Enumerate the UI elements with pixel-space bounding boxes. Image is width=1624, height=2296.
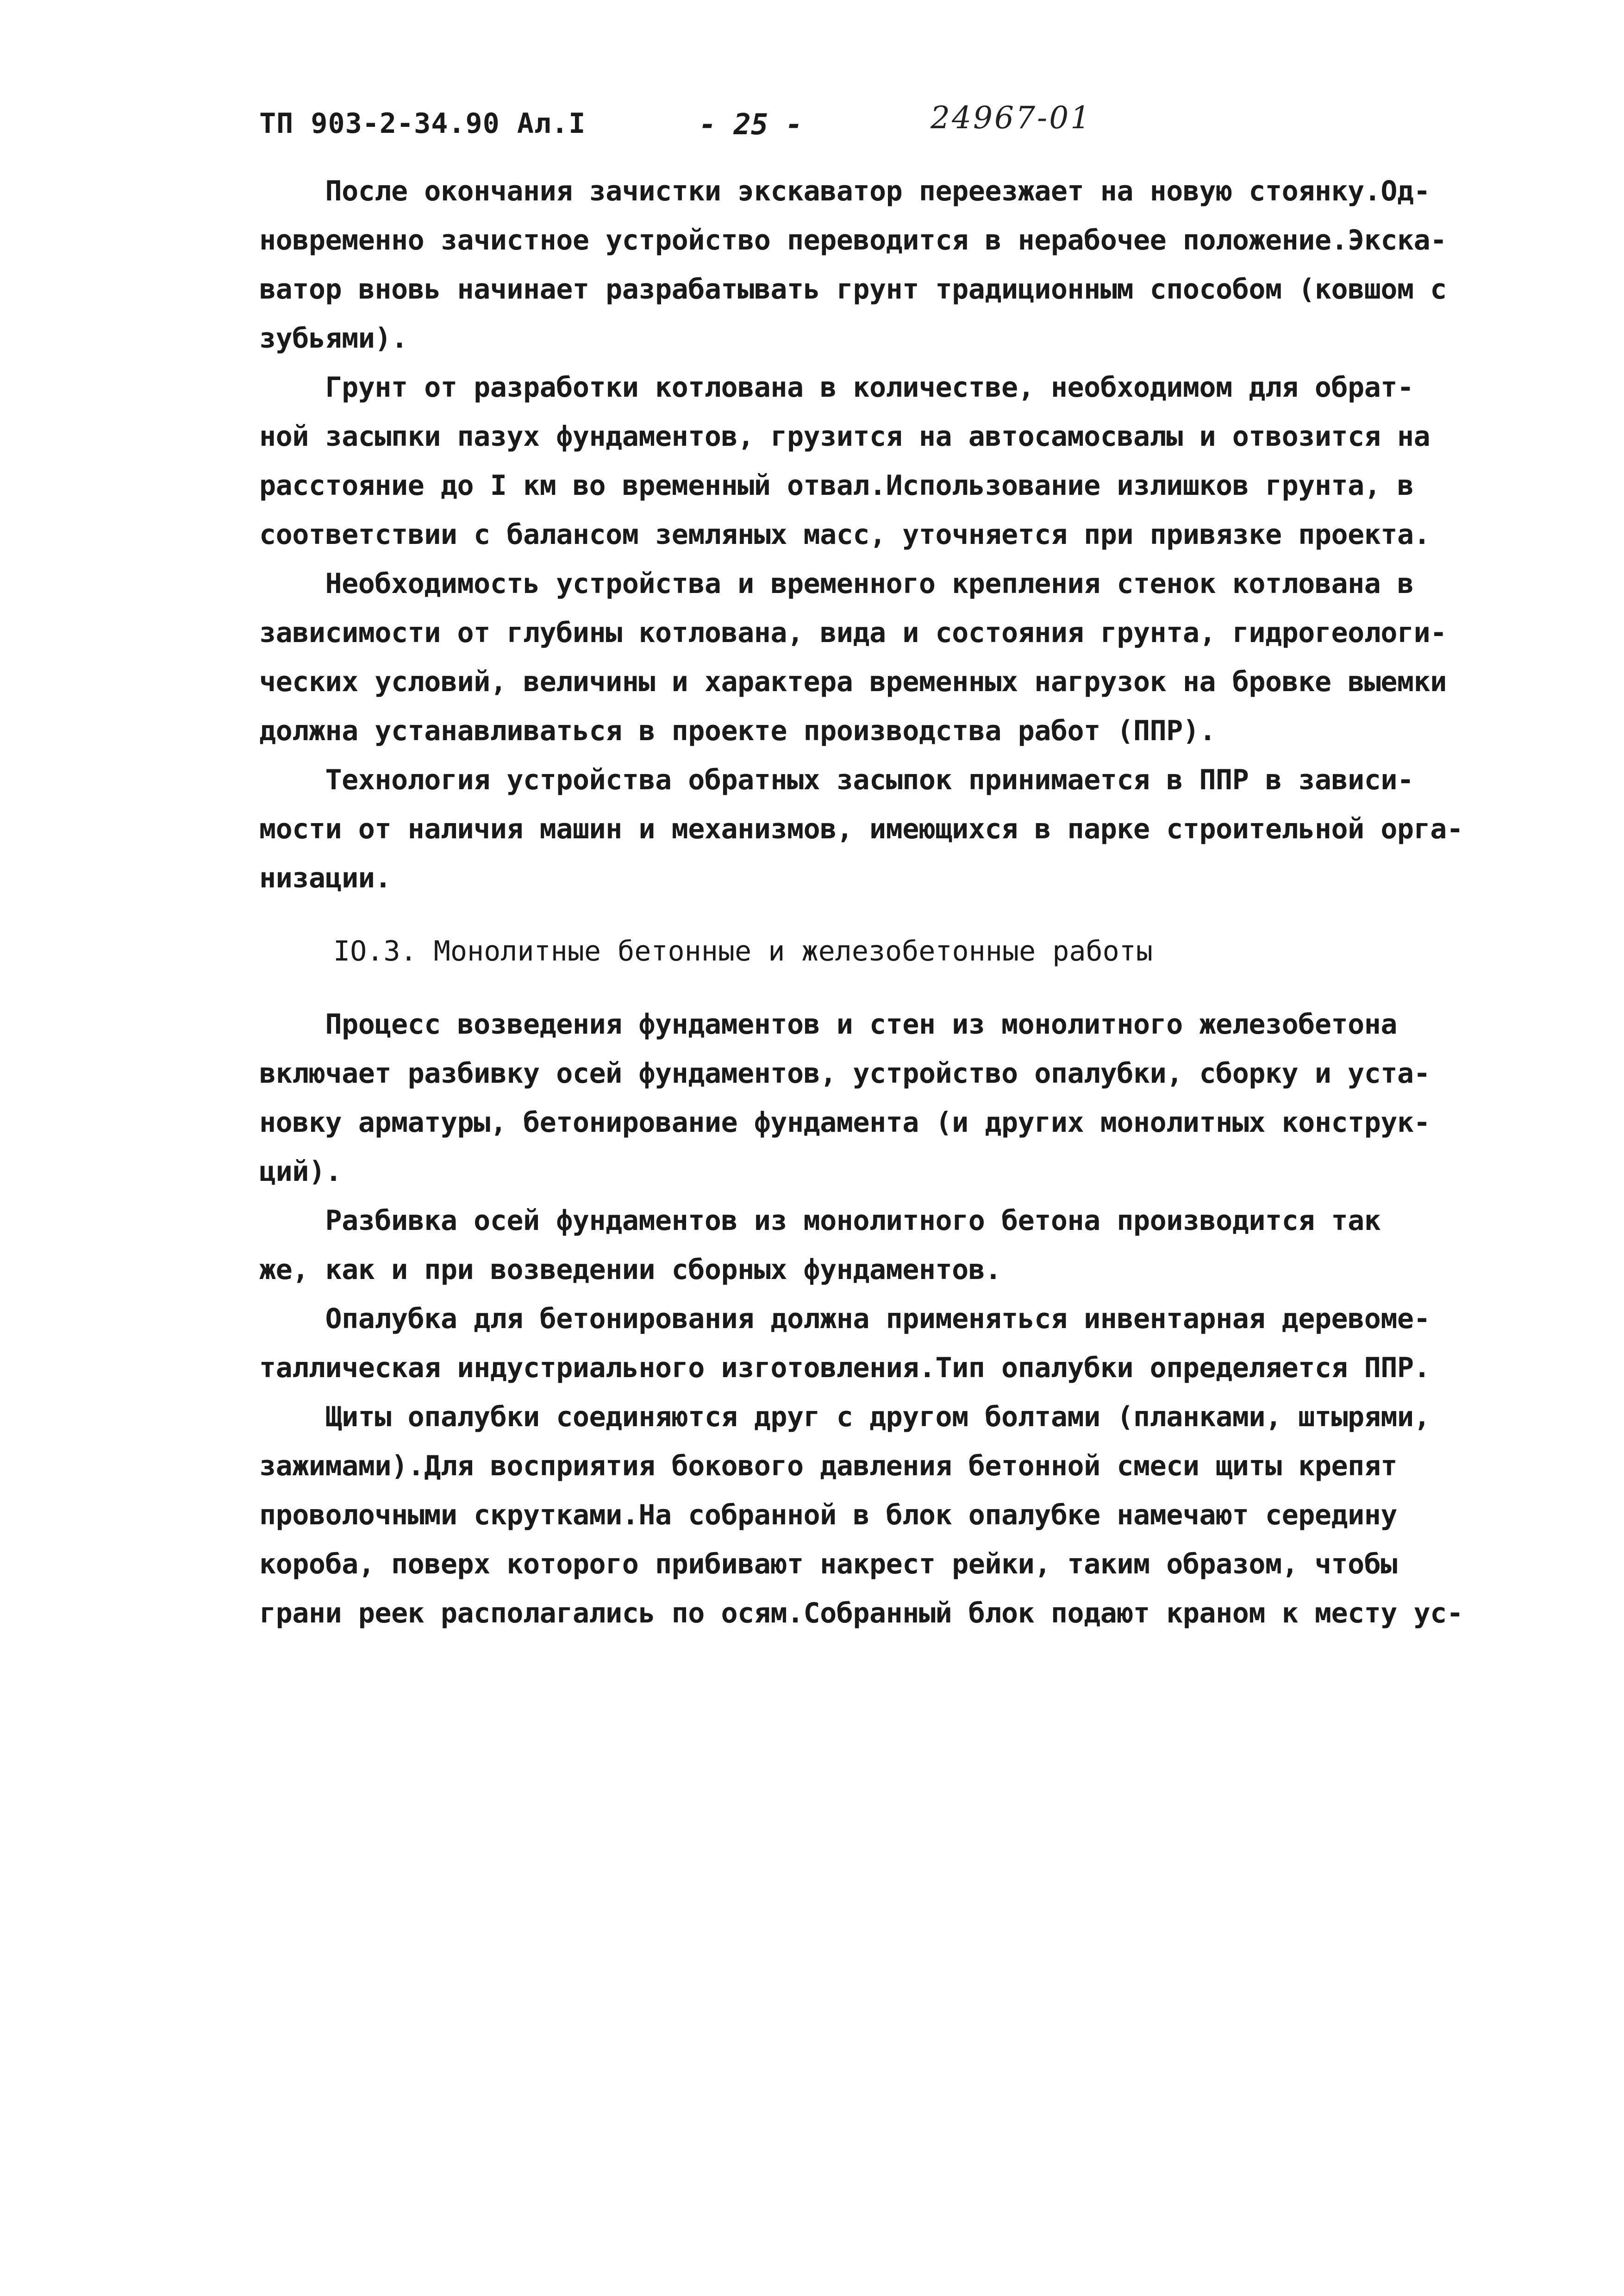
text-line: должна устанавливаться в проекте производства работ (ППР).	[259, 715, 1216, 747]
paragraph	[259, 1294, 1430, 1392]
text-line: включает разбивку осей фундаментов, устройство опалубки, сборку и уста-	[259, 1057, 1430, 1090]
text-line: грани реек располагались по осям.Собранный блок подают краном к месту ус-	[259, 1597, 1463, 1629]
paragraph	[259, 559, 1447, 755]
text-line: ческих условий, величины и характера временных нагрузок на бровке выемки	[259, 666, 1447, 698]
text-line: Щиты опалубки соединяются друг с другом болтами (планками, штырями,	[259, 1401, 1430, 1433]
body-text	[259, 167, 1463, 1638]
text-line: Опалубка для бетонирования должна применяться инвентарная деревоме-	[259, 1303, 1430, 1335]
text-line: проволочными скрутками.На собранной в блок опалубке намечают середину	[259, 1499, 1397, 1531]
text-line: Технология устройства обратных засыпок принимается в ППР в зависи-	[259, 764, 1414, 796]
text-line: короба, поверх которого прибивают накрест рейки, таким образом, чтобы	[259, 1548, 1397, 1580]
paragraph	[259, 1392, 1463, 1638]
text-line: таллическая индустриального изготовления.Тип опалубки определяется ППР.	[259, 1352, 1430, 1384]
text-line: зубьями).	[259, 322, 408, 355]
text-line: После окончания зачистки экскаватор переезжает на новую стоянку.Од-	[259, 175, 1430, 207]
text-line: Необходимость устройства и временного крепления стенок котлована в	[259, 568, 1414, 600]
text-line: низации.	[259, 862, 391, 894]
text-line: соответствии с балансом земляных масс, уточняется при привязке проекта.	[259, 518, 1430, 551]
text-line: ной засыпки пазух фундаментов, грузится на автосамосвалы и отвозится на	[259, 420, 1430, 453]
text-line: Разбивка осей фундаментов из монолитного бетона производится так	[259, 1204, 1381, 1237]
text-line: же, как и при возведении сборных фундаментов.	[259, 1254, 1002, 1286]
paragraph	[259, 1000, 1430, 1196]
text-line: ватор вновь начинает разрабатывать грунт традиционным способом (ковшом с	[259, 273, 1447, 306]
text-line: новку арматуры, бетонирование фундамента (и других монолитных конструк-	[259, 1106, 1430, 1139]
paragraph	[259, 1196, 1380, 1294]
paragraph	[259, 167, 1447, 363]
section-heading: IO.3. Монолитные бетонные и железобетонные работы	[333, 935, 1153, 967]
paragraph	[259, 755, 1463, 903]
text-line: Процесс возведения фундаментов и стен из монолитного железобетона	[259, 1008, 1397, 1041]
paragraph	[259, 363, 1430, 559]
text-line: Грунт от разработки котлована в количестве, необходимом для обрат-	[259, 371, 1414, 404]
handwritten-inventory-number: 24967-01	[931, 100, 1092, 136]
document-code: ТП 903-2-34.90 Ал.I	[259, 107, 586, 140]
text-line: мости от наличия машин и механизмов, имеющихся в парке строительной орга-	[259, 813, 1463, 845]
text-line: зажимами).Для восприятия бокового давления бетонной смеси щиты крепят	[259, 1450, 1397, 1482]
page-header	[259, 100, 1370, 149]
page-number: - 25 -	[699, 107, 803, 141]
text-line: ций).	[259, 1155, 342, 1188]
text-line: расстояние до I км во временный отвал.Использование излишков грунта, в	[259, 469, 1414, 502]
text-line: зависимости от глубины котлована, вида и состояния грунта, гидрогеологи-	[259, 617, 1447, 649]
text-line: новременно зачистное устройство переводится в нерабочее положение.Экска-	[259, 224, 1447, 256]
